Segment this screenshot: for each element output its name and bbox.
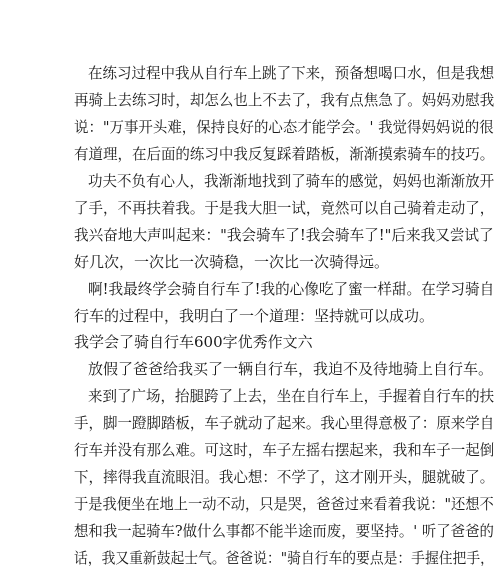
paragraph-line: 行车的过程中，我明白了一个道理：坚持就可以成功。 <box>74 307 435 325</box>
paragraph-line: 功夫不负有心人，我渐渐地找到了骑车的感觉，妈妈也渐渐放开 <box>88 172 495 190</box>
paragraph-line: 了手，不再扶着我。于是我大胆一试，竟然可以自己骑着走动了， <box>74 199 495 217</box>
paragraph-line: 下，摔得我直流眼泪。我心想：不学了，这才刚开头，腿就破了。 <box>74 468 495 486</box>
section-title: 我学会了骑自行车600字优秀作文六 <box>74 333 313 351</box>
paragraph-line: 啊!我最终学会骑自行车了!我的心像吃了蜜一样甜。在学习骑自 <box>88 280 495 298</box>
paragraph-line: 说："万事开头难，保持良好的心态才能学会。' 我觉得妈妈说的很 <box>74 118 494 136</box>
paragraph-line: 话，我又重新鼓起士气。爸爸说："骑自行车的要点是：手握住把手， <box>74 549 494 566</box>
paragraph-line: 好几次，一次比一次骑稳，一次比一次骑得远。 <box>74 253 390 271</box>
paragraph-line: 想和我一起骑车?做什么事都不能半途而废，要坚持。' 听了爸爸的 <box>74 522 494 540</box>
paragraph-line: 来到了广场，抬腿跨了上去，坐在自行车上，手握着自行车的扶 <box>88 387 495 405</box>
paragraph-line: 再骑上去练习时，却怎么也上不去了，我有点焦急了。妈妈劝慰我 <box>74 91 495 109</box>
paragraph-line: 于是我便坐在地上一动不动，只是哭，爸爸过来看着我说："还想不 <box>74 495 494 513</box>
paragraph-line: 有道理，在后面的练习中我反复踩着踏板，渐渐摸索骑车的技巧。 <box>74 145 495 163</box>
paragraph-line: 手，脚一蹬脚踏板，车子就动了起来。我心里得意极了：原来学自 <box>74 414 495 432</box>
paragraph-line: 行车并没有那么难。可这时，车子左摇右摆起来，我和车子一起倒 <box>74 441 495 459</box>
paragraph-line: 我兴奋地大声叫起来："我会骑车了!我会骑车了!"后来我又尝试了 <box>74 226 494 244</box>
paragraph-line: 放假了爸爸给我买了一辆自行车，我迫不及待地骑上自行车。 <box>88 360 494 378</box>
paragraph-line: 在练习过程中我从自行车上跳了下来，预备想喝口水，但是我想 <box>88 64 495 82</box>
